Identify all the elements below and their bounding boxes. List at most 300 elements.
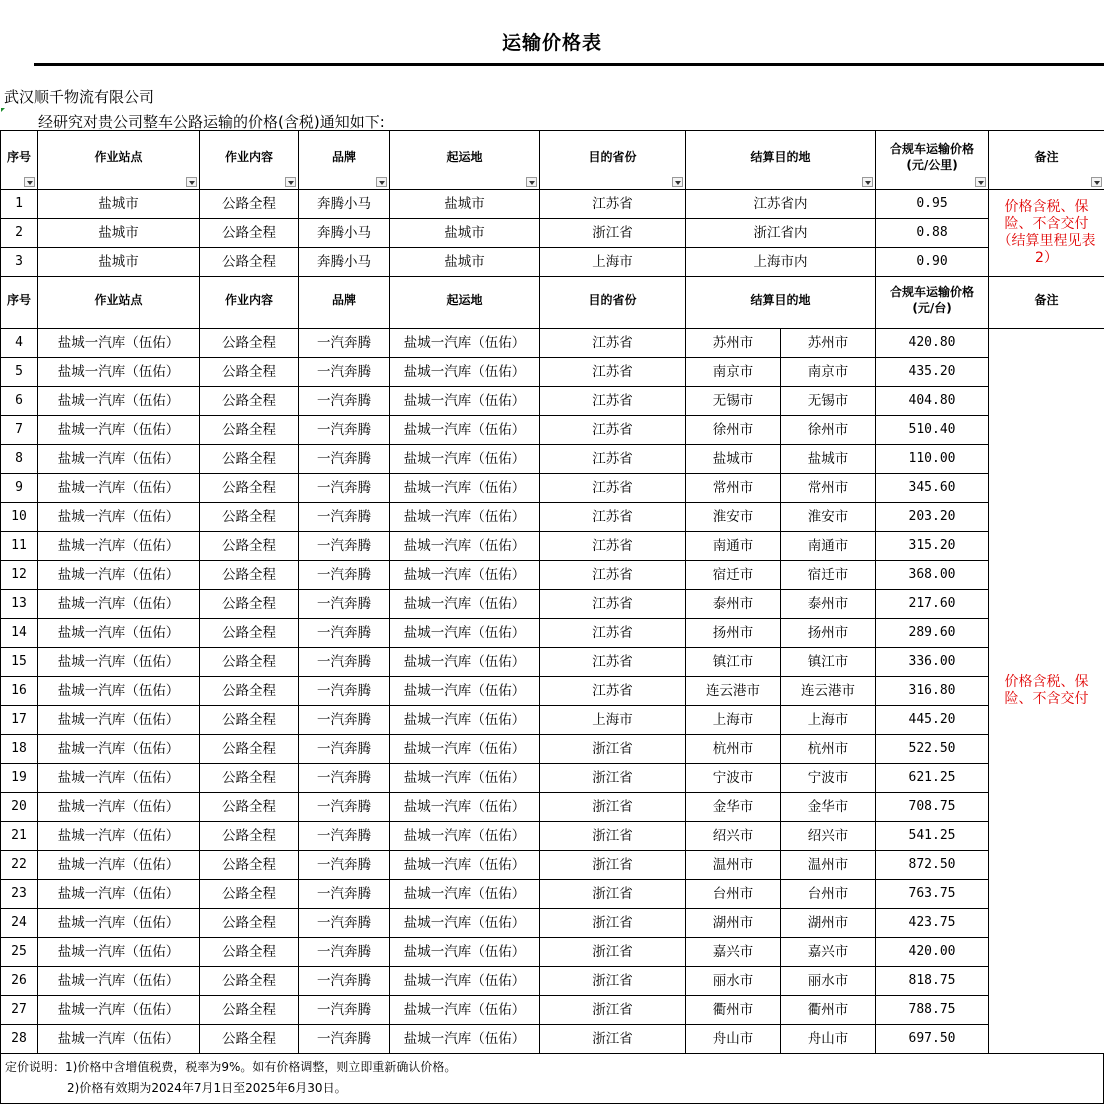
- column-header-label: 品牌: [331, 292, 356, 307]
- work-content: 公路全程: [200, 619, 299, 648]
- destination-province: 江苏省: [540, 648, 686, 677]
- settlement-city: 绍兴市: [686, 822, 781, 851]
- settlement-destination: 扬州市: [781, 619, 876, 648]
- filter-dropdown-icon[interactable]: [24, 177, 35, 187]
- column-header-label: 作业内容: [224, 292, 273, 307]
- settlement-destination: 杭州市: [781, 735, 876, 764]
- table-row: [1, 248, 1104, 277]
- row-number: 16: [1, 677, 38, 706]
- settlement-city: 镇江市: [686, 648, 781, 677]
- origin: 盐城市: [390, 219, 540, 248]
- settlement-destination: 湖州市: [781, 909, 876, 938]
- row-number: 14: [1, 619, 38, 648]
- brand: 一汽奔腾: [299, 329, 390, 358]
- work-content: 公路全程: [200, 358, 299, 387]
- work-content: 公路全程: [200, 445, 299, 474]
- work-content: 公路全程: [200, 851, 299, 880]
- settlement-destination: 宁波市: [781, 764, 876, 793]
- table-row: [1, 822, 1104, 851]
- settlement-destination: 南通市: [781, 532, 876, 561]
- work-station: 盐城一汽库（伍佑）: [38, 909, 200, 938]
- brand: 一汽奔腾: [299, 938, 390, 967]
- destination-province: 浙江省: [540, 967, 686, 996]
- price-per-km: 0.95: [876, 190, 989, 219]
- row-number: 26: [1, 967, 38, 996]
- price-per-vehicle: 763.75: [876, 880, 989, 909]
- column-header: [540, 131, 686, 190]
- destination-province: 江苏省: [540, 619, 686, 648]
- destination-province: 江苏省: [540, 561, 686, 590]
- work-station: 盐城一汽库（伍佑）: [38, 648, 200, 677]
- settlement-destination: 上海市内: [686, 248, 876, 277]
- destination-province: 浙江省: [540, 909, 686, 938]
- work-station: 盐城一汽库（伍佑）: [38, 532, 200, 561]
- price-per-vehicle: 203.20: [876, 503, 989, 532]
- origin: 盐城一汽库（伍佑）: [390, 503, 540, 532]
- column-header: [686, 131, 876, 190]
- row-number: 7: [1, 416, 38, 445]
- settlement-destination: 衢州市: [781, 996, 876, 1025]
- settlement-city: 扬州市: [686, 619, 781, 648]
- column-header: [686, 277, 876, 329]
- column-header-label: 起运地: [446, 150, 483, 164]
- brand: 一汽奔腾: [299, 764, 390, 793]
- table-row: [1, 996, 1104, 1025]
- price-table: [0, 130, 1104, 1054]
- column-header: [299, 277, 390, 329]
- remark-cell: 价格含税、保险、不含交付（结算里程见表2）: [989, 190, 1104, 277]
- destination-province: 浙江省: [540, 822, 686, 851]
- work-station: 盐城一汽库（伍佑）: [38, 822, 200, 851]
- work-station: 盐城一汽库（伍佑）: [38, 851, 200, 880]
- column-header-label: 作业站点: [94, 292, 143, 307]
- brand: 一汽奔腾: [299, 445, 390, 474]
- settlement-destination: 徐州市: [781, 416, 876, 445]
- price-per-vehicle: 818.75: [876, 967, 989, 996]
- column-header: [989, 277, 1104, 329]
- price-per-km: 0.90: [876, 248, 989, 277]
- settlement-destination: 温州市: [781, 851, 876, 880]
- column-header-label: 作业内容: [224, 150, 273, 164]
- origin: 盐城一汽库（伍佑）: [390, 619, 540, 648]
- table-row: [1, 445, 1104, 474]
- price-per-vehicle: 316.80: [876, 677, 989, 706]
- settlement-destination: 苏州市: [781, 329, 876, 358]
- destination-province: 浙江省: [540, 793, 686, 822]
- settlement-destination: 台州市: [781, 880, 876, 909]
- brand: 一汽奔腾: [299, 851, 390, 880]
- column-header: [540, 277, 686, 329]
- settlement-destination: 淮安市: [781, 503, 876, 532]
- row-number: 24: [1, 909, 38, 938]
- price-per-vehicle: 788.75: [876, 996, 989, 1025]
- settlement-destination: 连云港市: [781, 677, 876, 706]
- table-row: [1, 880, 1104, 909]
- brand: 奔腾小马: [299, 248, 390, 277]
- title-underline: [34, 63, 1104, 66]
- work-station: 盐城一汽库（伍佑）: [38, 474, 200, 503]
- brand: 一汽奔腾: [299, 735, 390, 764]
- price-per-vehicle: 336.00: [876, 648, 989, 677]
- pricing-note-2: 2)价格有效期为2024年7月1日至2025年6月30日。: [67, 1081, 347, 1095]
- filter-dropdown-icon[interactable]: [672, 177, 683, 187]
- destination-province: 江苏省: [540, 532, 686, 561]
- work-content: 公路全程: [200, 938, 299, 967]
- price-per-vehicle: 423.75: [876, 909, 989, 938]
- settlement-city: 盐城市: [686, 445, 781, 474]
- settlement-destination: 舟山市: [781, 1025, 876, 1054]
- filter-dropdown-icon[interactable]: [975, 177, 986, 187]
- table-row: [1, 387, 1104, 416]
- work-station: 盐城市: [38, 219, 200, 248]
- column-header-label: 序号: [6, 292, 31, 307]
- settlement-city: 徐州市: [686, 416, 781, 445]
- column-header: [876, 131, 989, 190]
- destination-province: 浙江省: [540, 764, 686, 793]
- settlement-city: 南京市: [686, 358, 781, 387]
- settlement-destination: 嘉兴市: [781, 938, 876, 967]
- table-row: [1, 416, 1104, 445]
- origin: 盐城一汽库（伍佑）: [390, 822, 540, 851]
- origin: 盐城一汽库（伍佑）: [390, 387, 540, 416]
- settlement-city: 苏州市: [686, 329, 781, 358]
- brand: 一汽奔腾: [299, 793, 390, 822]
- origin: 盐城市: [390, 190, 540, 219]
- price-per-vehicle: 708.75: [876, 793, 989, 822]
- pricing-note-1: 定价说明：1)价格中含增值税费，税率为9%。如有价格调整，则立即重新确认价格。: [5, 1060, 457, 1074]
- destination-province: 浙江省: [540, 1025, 686, 1054]
- work-station: 盐城一汽库（伍佑）: [38, 1025, 200, 1054]
- settlement-destination: 镇江市: [781, 648, 876, 677]
- table-row: [1, 619, 1104, 648]
- brand: 一汽奔腾: [299, 416, 390, 445]
- price-per-vehicle: 217.60: [876, 590, 989, 619]
- price-per-vehicle: 345.60: [876, 474, 989, 503]
- price-per-vehicle: 420.00: [876, 938, 989, 967]
- destination-province: 江苏省: [540, 503, 686, 532]
- column-header-label: 起运地: [446, 292, 483, 307]
- work-content: 公路全程: [200, 416, 299, 445]
- price-per-vehicle: 522.50: [876, 735, 989, 764]
- work-station: 盐城一汽库（伍佑）: [38, 996, 200, 1025]
- work-content: 公路全程: [200, 677, 299, 706]
- origin: 盐城一汽库（伍佑）: [390, 677, 540, 706]
- settlement-destination: 无锡市: [781, 387, 876, 416]
- destination-province: 江苏省: [540, 387, 686, 416]
- row-number: 23: [1, 880, 38, 909]
- settlement-city: 丽水市: [686, 967, 781, 996]
- price-per-vehicle: 510.40: [876, 416, 989, 445]
- price-per-vehicle: 697.50: [876, 1025, 989, 1054]
- column-header-label: 品牌: [331, 150, 356, 164]
- price-per-vehicle: 110.00: [876, 445, 989, 474]
- settlement-destination: 泰州市: [781, 590, 876, 619]
- table-row: [1, 677, 1104, 706]
- settlement-city: 衢州市: [686, 996, 781, 1025]
- pricing-notes: [0, 1054, 1104, 1104]
- table-row: [1, 735, 1104, 764]
- filter-dropdown-icon[interactable]: [186, 177, 197, 187]
- work-content: 公路全程: [200, 735, 299, 764]
- filter-dropdown-icon[interactable]: [285, 177, 296, 187]
- column-header: [1, 131, 38, 190]
- origin: 盐城一汽库（伍佑）: [390, 590, 540, 619]
- price-per-vehicle: 315.20: [876, 532, 989, 561]
- origin: 盐城一汽库（伍佑）: [390, 793, 540, 822]
- filter-dropdown-icon[interactable]: [862, 177, 873, 187]
- price-per-vehicle: 289.60: [876, 619, 989, 648]
- origin: 盐城一汽库（伍佑）: [390, 1025, 540, 1054]
- column-header-label: 合规车运输价格 (元/台): [890, 284, 975, 315]
- brand: 一汽奔腾: [299, 358, 390, 387]
- table-row: [1, 967, 1104, 996]
- brand: 一汽奔腾: [299, 590, 390, 619]
- destination-province: 浙江省: [540, 219, 686, 248]
- work-content: 公路全程: [200, 909, 299, 938]
- work-station: 盐城一汽库（伍佑）: [38, 329, 200, 358]
- work-content: 公路全程: [200, 329, 299, 358]
- notice-text: 经研究对贵公司整车公路运输的价格(含税)通知如下:: [38, 113, 385, 131]
- work-station: 盐城一汽库（伍佑）: [38, 880, 200, 909]
- work-content: 公路全程: [200, 706, 299, 735]
- row-number: 1: [1, 190, 38, 219]
- column-header: [989, 131, 1104, 190]
- row-number: 9: [1, 474, 38, 503]
- brand: 一汽奔腾: [299, 648, 390, 677]
- settlement-city: 舟山市: [686, 1025, 781, 1054]
- price-per-vehicle: 621.25: [876, 764, 989, 793]
- row-number: 11: [1, 532, 38, 561]
- row-number: 13: [1, 590, 38, 619]
- brand: 一汽奔腾: [299, 503, 390, 532]
- price-per-vehicle: 872.50: [876, 851, 989, 880]
- column-header: [390, 131, 540, 190]
- row-number: 22: [1, 851, 38, 880]
- settlement-city: 无锡市: [686, 387, 781, 416]
- work-station: 盐城一汽库（伍佑）: [38, 793, 200, 822]
- settlement-city: 泰州市: [686, 590, 781, 619]
- settlement-destination: 宿迁市: [781, 561, 876, 590]
- work-content: 公路全程: [200, 880, 299, 909]
- destination-province: 浙江省: [540, 938, 686, 967]
- settlement-city: 杭州市: [686, 735, 781, 764]
- column-header-label: 序号: [6, 150, 31, 164]
- column-header: [200, 131, 299, 190]
- settlement-city: 南通市: [686, 532, 781, 561]
- settlement-destination: 浙江省内: [686, 219, 876, 248]
- settlement-city: 湖州市: [686, 909, 781, 938]
- row-number: 27: [1, 996, 38, 1025]
- work-station: 盐城一汽库（伍佑）: [38, 677, 200, 706]
- origin: 盐城一汽库（伍佑）: [390, 445, 540, 474]
- work-content: 公路全程: [200, 503, 299, 532]
- row-number: 2: [1, 219, 38, 248]
- column-header-label: 备注: [1034, 292, 1059, 307]
- table-row: [1, 909, 1104, 938]
- row-number: 21: [1, 822, 38, 851]
- origin: 盐城一汽库（伍佑）: [390, 532, 540, 561]
- work-station: 盐城一汽库（伍佑）: [38, 938, 200, 967]
- work-content: 公路全程: [200, 822, 299, 851]
- work-station: 盐城一汽库（伍佑）: [38, 764, 200, 793]
- work-content: 公路全程: [200, 590, 299, 619]
- page-title: 运输价格表: [501, 32, 602, 54]
- row-number: 10: [1, 503, 38, 532]
- work-content: 公路全程: [200, 648, 299, 677]
- work-content: 公路全程: [200, 474, 299, 503]
- table-row: [1, 532, 1104, 561]
- table-row: [1, 190, 1104, 219]
- brand: 一汽奔腾: [299, 967, 390, 996]
- brand: 奔腾小马: [299, 219, 390, 248]
- column-header-label: 结算目的地: [750, 292, 811, 307]
- destination-province: 江苏省: [540, 329, 686, 358]
- price-per-km: 0.88: [876, 219, 989, 248]
- destination-province: 江苏省: [540, 416, 686, 445]
- row-number: 4: [1, 329, 38, 358]
- settlement-destination: 常州市: [781, 474, 876, 503]
- filter-dropdown-icon[interactable]: [1091, 177, 1102, 187]
- work-station: 盐城一汽库（伍佑）: [38, 967, 200, 996]
- settlement-destination: 丽水市: [781, 967, 876, 996]
- work-station: 盐城市: [38, 248, 200, 277]
- brand: 奔腾小马: [299, 190, 390, 219]
- price-per-vehicle: 445.20: [876, 706, 989, 735]
- filter-dropdown-icon[interactable]: [526, 177, 537, 187]
- table-row: [1, 329, 1104, 358]
- brand: 一汽奔腾: [299, 474, 390, 503]
- origin: 盐城一汽库（伍佑）: [390, 416, 540, 445]
- work-content: 公路全程: [200, 561, 299, 590]
- column-header: [876, 277, 989, 329]
- origin: 盐城一汽库（伍佑）: [390, 648, 540, 677]
- column-header-label: 备注: [1034, 150, 1059, 164]
- table-row: [1, 503, 1104, 532]
- work-content: 公路全程: [200, 1025, 299, 1054]
- work-content: 公路全程: [200, 190, 299, 219]
- column-header: [390, 277, 540, 329]
- column-header: [38, 131, 200, 190]
- destination-province: 浙江省: [540, 735, 686, 764]
- origin: 盐城一汽库（伍佑）: [390, 909, 540, 938]
- work-station: 盐城一汽库（伍佑）: [38, 735, 200, 764]
- filter-dropdown-icon[interactable]: [376, 177, 387, 187]
- origin: 盐城一汽库（伍佑）: [390, 996, 540, 1025]
- cell-comment-marker-icon: [1, 108, 5, 112]
- destination-province: 江苏省: [540, 590, 686, 619]
- work-content: 公路全程: [200, 387, 299, 416]
- work-station: 盐城一汽库（伍佑）: [38, 387, 200, 416]
- row-number: 25: [1, 938, 38, 967]
- table-row: [1, 561, 1104, 590]
- settlement-destination: 绍兴市: [781, 822, 876, 851]
- table-header-row: [1, 277, 1104, 329]
- table-row: [1, 793, 1104, 822]
- work-station: 盐城一汽库（伍佑）: [38, 445, 200, 474]
- brand: 一汽奔腾: [299, 909, 390, 938]
- column-header-label: 目的省份: [588, 292, 637, 307]
- work-station: 盐城一汽库（伍佑）: [38, 706, 200, 735]
- company-name: 武汉顺千物流有限公司: [4, 88, 155, 106]
- brand: 一汽奔腾: [299, 532, 390, 561]
- settlement-city: 嘉兴市: [686, 938, 781, 967]
- origin: 盐城一汽库（伍佑）: [390, 358, 540, 387]
- settlement-city: 淮安市: [686, 503, 781, 532]
- settlement-city: 宿迁市: [686, 561, 781, 590]
- column-header-label: 合规车运输价格 (元/公里): [890, 142, 975, 172]
- settlement-city: 常州市: [686, 474, 781, 503]
- price-per-vehicle: 420.80: [876, 329, 989, 358]
- brand: 一汽奔腾: [299, 996, 390, 1025]
- column-header: [299, 131, 390, 190]
- origin: 盐城一汽库（伍佑）: [390, 967, 540, 996]
- price-per-vehicle: 404.80: [876, 387, 989, 416]
- brand: 一汽奔腾: [299, 1025, 390, 1054]
- origin: 盐城一汽库（伍佑）: [390, 735, 540, 764]
- origin: 盐城一汽库（伍佑）: [390, 474, 540, 503]
- table-row: [1, 358, 1104, 387]
- work-content: 公路全程: [200, 764, 299, 793]
- settlement-city: 连云港市: [686, 677, 781, 706]
- settlement-destination: 盐城市: [781, 445, 876, 474]
- work-content: 公路全程: [200, 248, 299, 277]
- work-content: 公路全程: [200, 793, 299, 822]
- origin: 盐城一汽库（伍佑）: [390, 938, 540, 967]
- column-header: [1, 277, 38, 329]
- row-number: 17: [1, 706, 38, 735]
- settlement-destination: 上海市: [781, 706, 876, 735]
- table-row: [1, 648, 1104, 677]
- origin: 盐城一汽库（伍佑）: [390, 706, 540, 735]
- table-row: [1, 938, 1104, 967]
- brand: 一汽奔腾: [299, 822, 390, 851]
- table-row: [1, 851, 1104, 880]
- work-content: 公路全程: [200, 996, 299, 1025]
- work-station: 盐城一汽库（伍佑）: [38, 358, 200, 387]
- destination-province: 上海市: [540, 706, 686, 735]
- work-station: 盐城一汽库（伍佑）: [38, 561, 200, 590]
- origin: 盐城一汽库（伍佑）: [390, 329, 540, 358]
- work-station: 盐城一汽库（伍佑）: [38, 416, 200, 445]
- origin: 盐城一汽库（伍佑）: [390, 764, 540, 793]
- column-header: [38, 277, 200, 329]
- destination-province: 江苏省: [540, 445, 686, 474]
- brand: 一汽奔腾: [299, 561, 390, 590]
- destination-province: 江苏省: [540, 190, 686, 219]
- row-number: 12: [1, 561, 38, 590]
- brand: 一汽奔腾: [299, 677, 390, 706]
- work-station: 盐城市: [38, 190, 200, 219]
- settlement-city: 金华市: [686, 793, 781, 822]
- settlement-city: 宁波市: [686, 764, 781, 793]
- brand: 一汽奔腾: [299, 880, 390, 909]
- column-header-label: 结算目的地: [750, 150, 811, 164]
- row-number: 5: [1, 358, 38, 387]
- settlement-destination: 南京市: [781, 358, 876, 387]
- destination-province: 江苏省: [540, 677, 686, 706]
- table-header-row: [1, 131, 1104, 190]
- origin: 盐城一汽库（伍佑）: [390, 880, 540, 909]
- work-content: 公路全程: [200, 532, 299, 561]
- destination-province: 上海市: [540, 248, 686, 277]
- row-number: 19: [1, 764, 38, 793]
- table-row: [1, 590, 1104, 619]
- settlement-city: 台州市: [686, 880, 781, 909]
- origin: 盐城一汽库（伍佑）: [390, 561, 540, 590]
- settlement-city: 上海市: [686, 706, 781, 735]
- remark-cell: 价格含税、保险、不含交付: [989, 329, 1104, 1054]
- work-station: 盐城一汽库（伍佑）: [38, 503, 200, 532]
